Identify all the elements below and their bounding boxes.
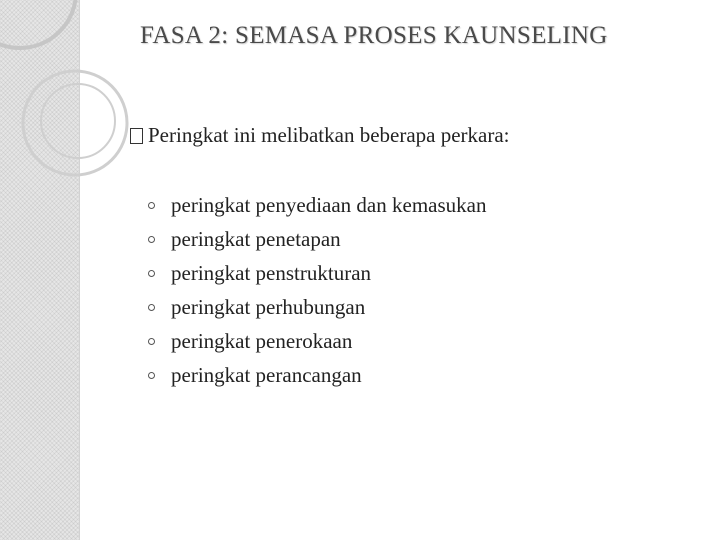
hollow-circle-icon <box>148 372 155 379</box>
list-item-text: peringkat perhubungan <box>171 295 366 319</box>
list-item <box>148 362 486 396</box>
hollow-circle-icon <box>148 236 155 243</box>
list-item-text: peringkat penetapan <box>171 227 341 251</box>
hollow-circle-icon <box>148 270 155 277</box>
checkbox-square-icon <box>130 128 143 144</box>
list-item-text: peringkat perancangan <box>171 363 362 387</box>
list-item <box>148 192 486 226</box>
hollow-circle-icon <box>148 304 155 311</box>
side-decoration-strip <box>0 0 80 540</box>
hollow-circle-icon <box>148 202 155 209</box>
list-item <box>148 226 486 260</box>
sub-point-list <box>148 192 486 396</box>
list-item-text: peringkat penyediaan dan kemasukan <box>171 193 487 217</box>
main-point-text: Peringkat ini melibatkan beberapa perkara: <box>148 123 510 147</box>
list-item <box>148 294 486 328</box>
list-item-text: peringkat penstrukturan <box>171 261 372 285</box>
slide-title: FASA 2: SEMASA PROSES KAUNSELING <box>140 22 608 49</box>
list-item-text: peringkat penerokaan <box>171 329 353 353</box>
list-item <box>148 260 486 294</box>
hollow-circle-icon <box>148 338 155 345</box>
list-item <box>148 328 486 362</box>
main-bullet-point <box>130 123 510 148</box>
